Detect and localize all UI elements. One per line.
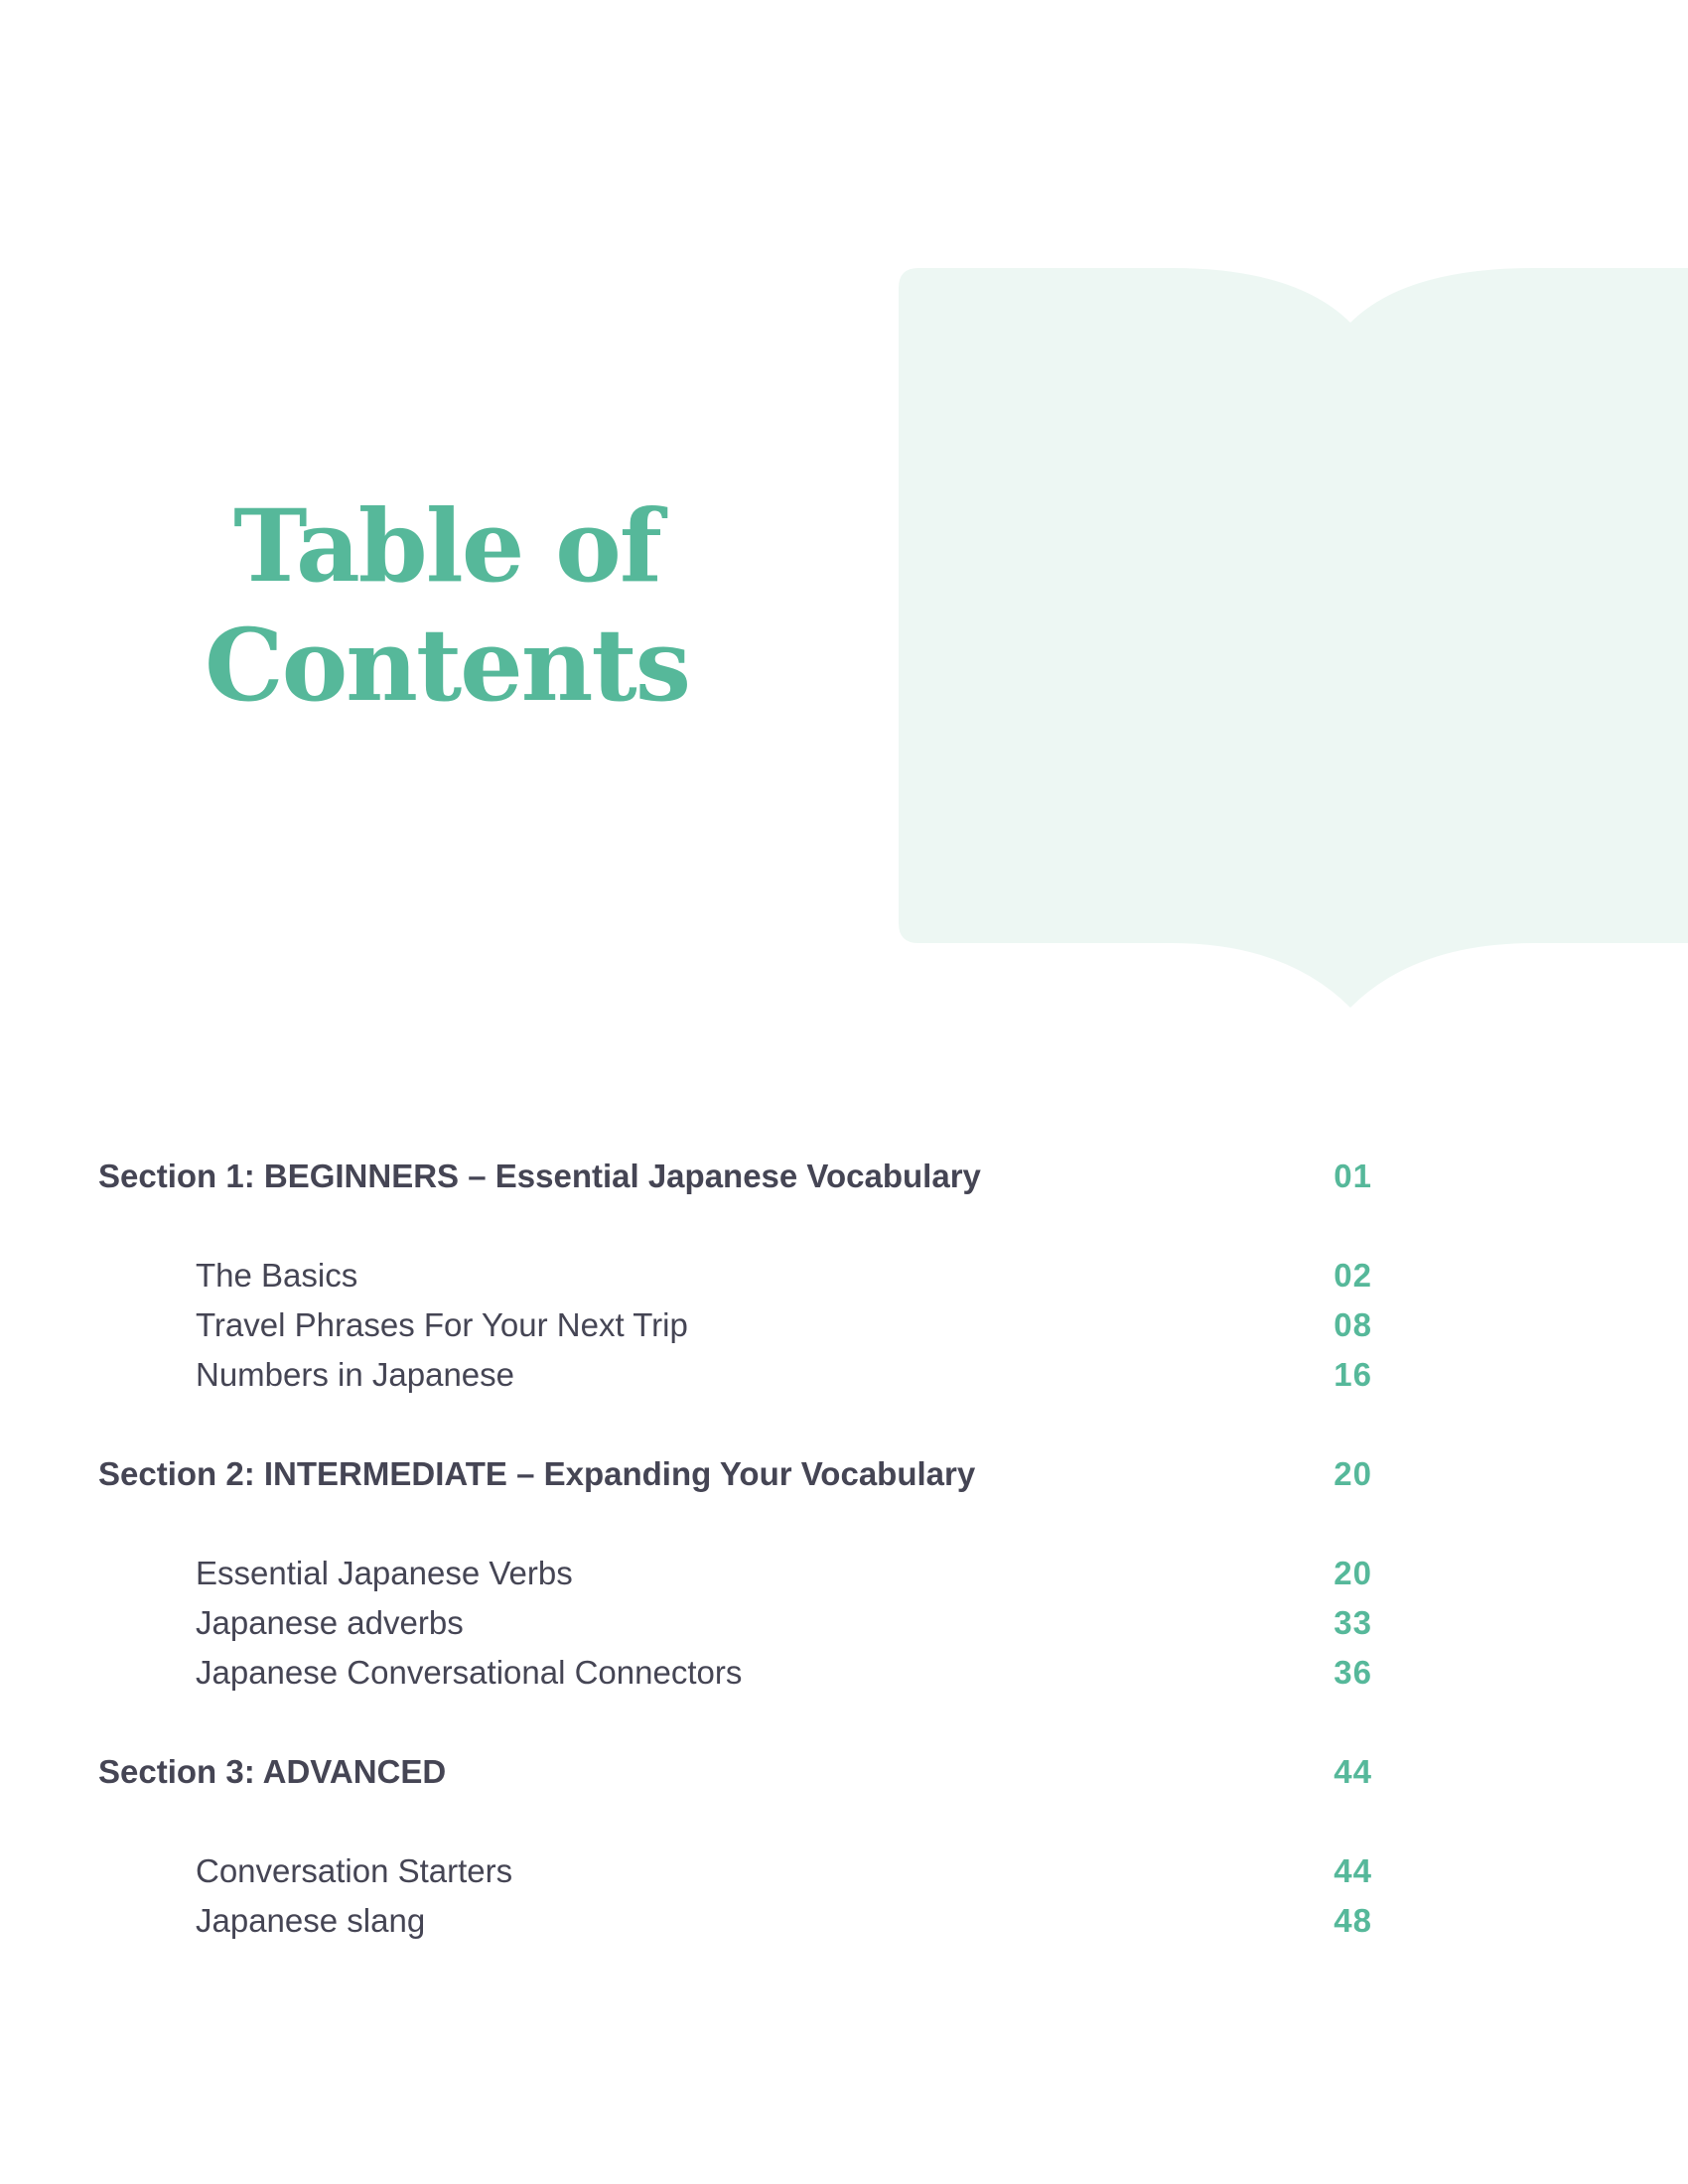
toc-section-1[interactable] — [0, 1152, 1688, 1201]
page-title-line-2: Contents — [204, 607, 689, 724]
toc-page-number: 16 — [1334, 1356, 1372, 1393]
toc-item-label: The Basics — [196, 1257, 358, 1294]
toc-item[interactable] — [0, 1648, 1688, 1698]
toc-item[interactable] — [0, 1598, 1688, 1648]
toc-item-label: Essential Japanese Verbs — [196, 1555, 573, 1591]
toc-page-number: 20 — [1334, 1455, 1372, 1492]
toc-page-number: 20 — [1334, 1555, 1372, 1591]
toc-item[interactable] — [0, 1549, 1688, 1598]
toc-page-number: 01 — [1334, 1158, 1372, 1194]
toc-page-number: 44 — [1334, 1852, 1372, 1889]
toc-item-label: Travel Phrases For Your Next Trip — [196, 1306, 688, 1343]
toc-section-2[interactable] — [0, 1449, 1688, 1499]
toc-section-label: Section 3: ADVANCED — [98, 1753, 447, 1790]
toc-page-number: 33 — [1334, 1604, 1372, 1641]
toc-section-label: Section 2: INTERMEDIATE – Expanding Your Vocabulary — [98, 1455, 976, 1492]
toc-page-number: 44 — [1334, 1753, 1372, 1790]
toc-item-label: Japanese adverbs — [196, 1604, 464, 1641]
toc-section-label: Section 1: BEGINNERS – Essential Japanese Vocabulary — [98, 1158, 981, 1194]
page-title-line-1: Table of — [233, 487, 660, 605]
toc-page-number: 36 — [1334, 1654, 1372, 1691]
toc-item[interactable] — [0, 1251, 1688, 1300]
toc-page-number: 02 — [1334, 1257, 1372, 1294]
toc-page-number: 48 — [1334, 1902, 1372, 1939]
toc-item[interactable] — [0, 1846, 1688, 1896]
toc-item-label: Numbers in Japanese — [196, 1356, 515, 1393]
toc-section-3[interactable] — [0, 1747, 1688, 1797]
toc-item-label: Japanese Conversational Connectors — [196, 1654, 743, 1691]
toc-item[interactable] — [0, 1350, 1688, 1400]
open-book-icon — [899, 263, 1688, 1018]
toc-item[interactable] — [0, 1300, 1688, 1350]
toc-item-label: Conversation Starters — [196, 1852, 513, 1889]
toc-item[interactable] — [0, 1896, 1688, 1946]
toc-page-number: 08 — [1334, 1306, 1372, 1343]
toc-item-label: Japanese slang — [196, 1902, 426, 1939]
page-title — [199, 486, 695, 725]
